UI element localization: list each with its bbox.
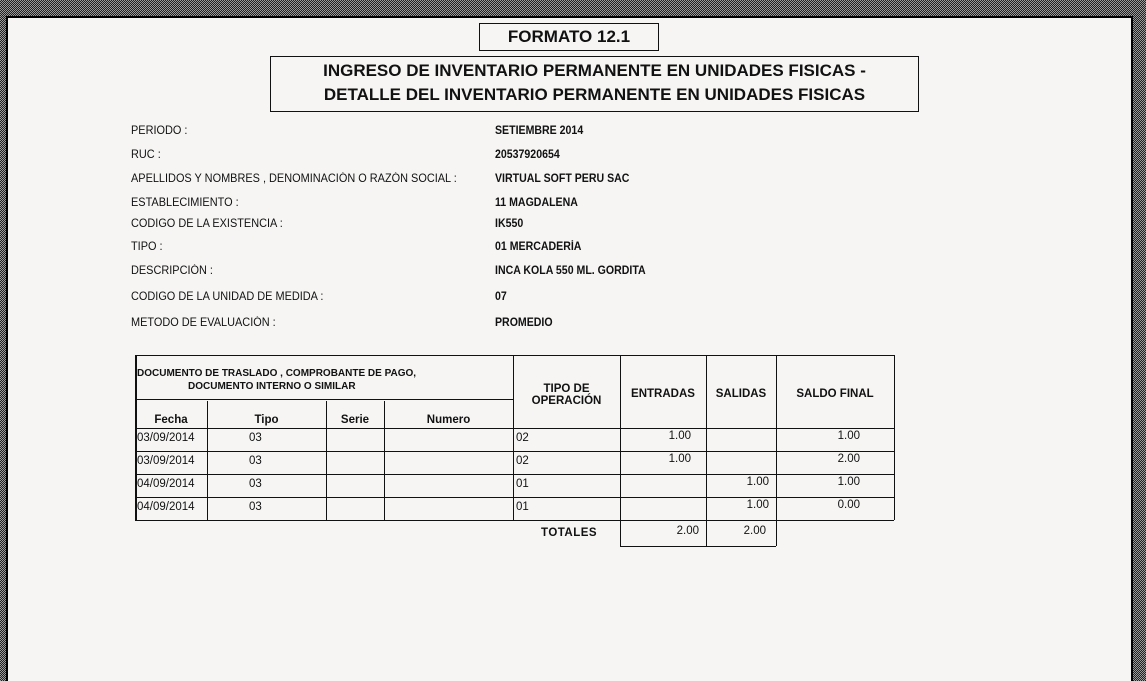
cell-tipo: 03 bbox=[249, 478, 262, 490]
cell-saldo: 2.00 bbox=[837, 453, 860, 465]
field-value: SETIEMBRE 2014 bbox=[495, 125, 584, 137]
column-header-salidas: SALIDAS bbox=[715, 388, 767, 400]
field-value: 11 MAGDALENA bbox=[495, 197, 578, 209]
field-label: ESTABLECIMIENTO : bbox=[131, 197, 239, 209]
total-salidas: 2.00 bbox=[743, 525, 766, 537]
cell-fecha: 03/09/2014 bbox=[137, 455, 195, 467]
format-badge: FORMATO 12.1 bbox=[479, 23, 659, 51]
field-label: DESCRIPCIÓN : bbox=[131, 265, 213, 277]
field-label: METODO DE EVALUACIÓN : bbox=[131, 317, 276, 329]
cell-tipo: 03 bbox=[249, 455, 262, 467]
column-header-entradas: ENTRADAS bbox=[631, 388, 695, 400]
field-value: 01 MERCADERÍA bbox=[495, 241, 582, 253]
document-title bbox=[270, 56, 919, 112]
cell-salidas: 1.00 bbox=[746, 499, 769, 511]
field-label: PERIODO : bbox=[131, 125, 188, 137]
field-value: 20537920654 bbox=[495, 149, 560, 161]
field-value: PROMEDIO bbox=[495, 317, 553, 329]
title-line-1: INGRESO DE INVENTARIO PERMANENTE EN UNIDADES FISICAS - bbox=[323, 61, 866, 80]
field-value: INCA KOLA 550 ML. GORDITA bbox=[495, 265, 646, 277]
cell-saldo: 1.00 bbox=[837, 430, 860, 442]
field-label: APELLIDOS Y NOMBRES , DENOMINACIÓN O RAZÓN SOCIAL : bbox=[131, 173, 457, 185]
document-page bbox=[6, 16, 1133, 681]
cell-fecha: 03/09/2014 bbox=[137, 432, 195, 444]
totals-label: TOTALES bbox=[541, 527, 598, 539]
cell-tipo: 03 bbox=[249, 501, 262, 513]
cell-saldo: 0.00 bbox=[837, 499, 860, 511]
field-label: TIPO : bbox=[131, 241, 163, 253]
title-line-2: DETALLE DEL INVENTARIO PERMANENTE EN UNIDADES FISICAS bbox=[323, 85, 866, 104]
field-value: 07 bbox=[495, 291, 507, 303]
field-label: RUC : bbox=[131, 149, 161, 161]
total-entradas: 2.00 bbox=[676, 525, 699, 537]
column-header-tipo: Tipo bbox=[254, 414, 279, 426]
group-header-line-2: DOCUMENTO INTERNO O SIMILAR bbox=[188, 381, 356, 392]
column-header-numero: Numero bbox=[426, 414, 471, 426]
cell-salidas: 1.00 bbox=[746, 476, 769, 488]
column-header-tipo-operacion: TIPO DE OPERACIÓN bbox=[531, 383, 602, 407]
cell-tipo: 03 bbox=[249, 432, 262, 444]
cell-entradas: 1.00 bbox=[668, 430, 691, 442]
cell-fecha: 04/09/2014 bbox=[137, 501, 195, 513]
column-header-serie: Serie bbox=[340, 414, 370, 426]
cell-tipo-operacion: 02 bbox=[516, 432, 529, 444]
cell-tipo-operacion: 01 bbox=[516, 501, 529, 513]
field-value: IK550 bbox=[495, 218, 524, 230]
cell-entradas: 1.00 bbox=[668, 453, 691, 465]
group-header-line-1: DOCUMENTO DE TRASLADO , COMPROBANTE DE PAGO, bbox=[137, 368, 417, 379]
column-header-saldo: SALDO FINAL bbox=[796, 388, 874, 400]
column-header-fecha: Fecha bbox=[154, 414, 188, 426]
cell-tipo-operacion: 02 bbox=[516, 455, 529, 467]
field-label: CODIGO DE LA EXISTENCIA : bbox=[131, 218, 283, 230]
cell-saldo: 1.00 bbox=[837, 476, 860, 488]
cell-tipo-operacion: 01 bbox=[516, 478, 529, 490]
field-label: CODIGO DE LA UNIDAD DE MEDIDA : bbox=[131, 291, 324, 303]
cell-fecha: 04/09/2014 bbox=[137, 478, 195, 490]
field-value: VIRTUAL SOFT PERU SAC bbox=[495, 173, 630, 185]
